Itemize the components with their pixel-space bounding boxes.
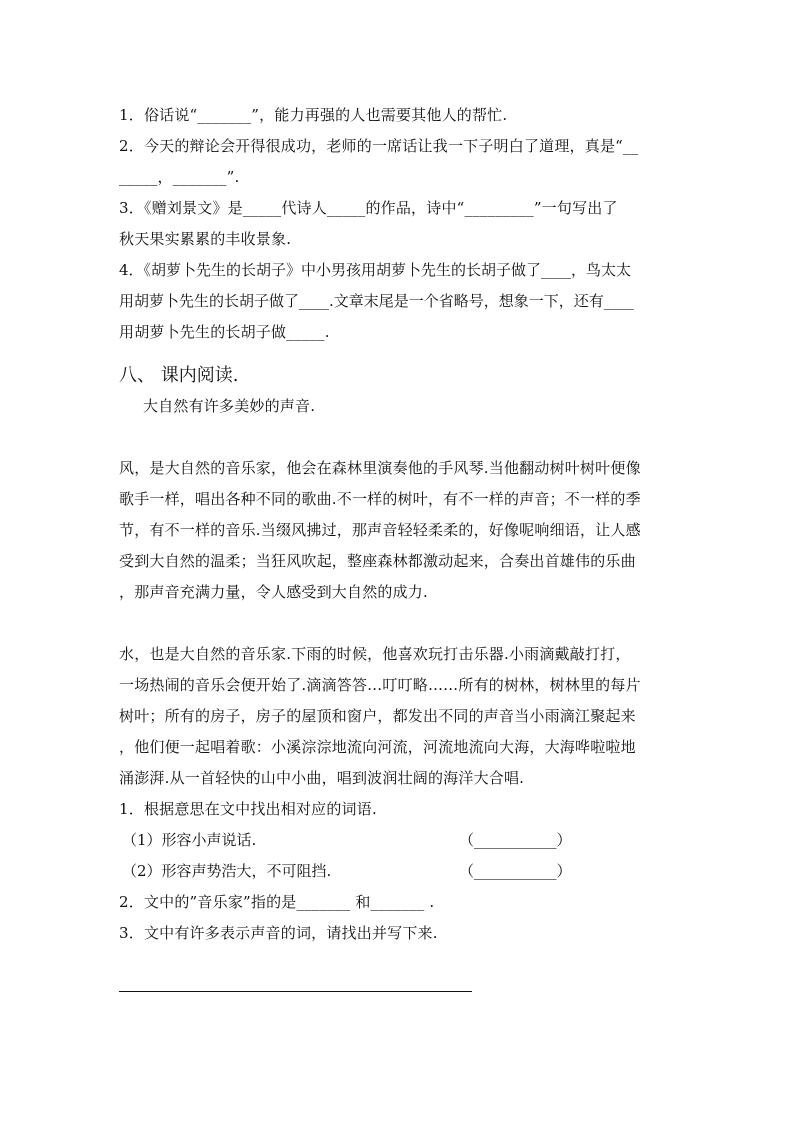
paragraph-gap: [119, 608, 675, 639]
passage-line: 风，是大自然的音乐家，他会在森林里演奏他的手风琴.当他翻动树叶树叶便像: [119, 459, 641, 477]
question-2-text-cont: _____，_______”.: [119, 168, 240, 186]
answer-blank[interactable]: （___________）: [459, 862, 572, 880]
sub-question-label: （2）形容声势浩大，不可阻挡.: [122, 862, 332, 880]
passage-line: 树叶；所有的房子，房子的屋顶和窗户，都发出不同的声音当小雨滴江聚起来: [119, 707, 636, 725]
paragraph-gap: [119, 422, 675, 453]
question-3-text: 3．《赠刘景文》是_____代诗人_____的作品，诗中“_________”一句写出了: [119, 199, 618, 217]
passage-line: 受到大自然的温柔；当狂风吹起，整座森林都激动起来，合奏出首雄伟的乐曲: [119, 552, 636, 570]
passage-line: 涌澎湃.从一首轻快的山中小曲，唱到波润壮阔的海洋大合唱.: [119, 769, 525, 787]
reading-question-1-sub-2: [119, 856, 675, 887]
passage-line: ，他们便一起唱着歌：小溪淙淙地流向河流，河流地流向大海，大海哗啦啦地: [119, 738, 636, 756]
section-heading: 八、 课内阅读.: [119, 365, 239, 386]
reading-question-2: 2．文中的”音乐家”指的是_______ 和_______ .: [119, 893, 435, 911]
passage-line: 歌手一样，唱出各种不同的歌曲.不一样的树叶，有不一样的声音；不一样的季: [119, 490, 641, 508]
question-2-text: 2．今天的辩论会开得很成功，老师的一席话让我一下子明白了道理，真是“__: [119, 137, 639, 155]
passage-paragraph-wind: [119, 453, 675, 608]
question-4-text-end: 用胡萝卜先生的长胡子做_____.: [119, 323, 330, 341]
sub-question-label: （1）形容小声说话.: [122, 831, 257, 849]
passage-line: ，那声音充满力量，令人感受到大自然的成力.: [119, 583, 428, 601]
passage-paragraph-water: [119, 639, 675, 794]
passage-line: 节，有不一样的音乐.当缀风拂过，那声音轻轻柔柔的，好像呢响细语，让人感: [119, 521, 641, 539]
reading-question-1-sub-1: [119, 825, 675, 856]
question-3-text-cont: 秋天果实累累的丰收景象.: [119, 230, 292, 248]
reading-question-3: 3．文中有许多表示声音的词，请找出并写下来.: [119, 924, 438, 942]
question-4-text-cont: 用胡萝卜先生的长胡子做了____.文章末尾是一个省略号，想象一下，还有____: [119, 292, 634, 310]
passage-intro: 大自然有许多美妙的声音.: [143, 397, 316, 415]
document-content: [119, 100, 675, 949]
answer-blank[interactable]: （___________）: [459, 831, 572, 849]
reading-question-1: 1．根据意思在文中找出相对应的词语.: [119, 800, 377, 818]
passage-line: 一场热闹的音乐会便开始了.滴滴答答…叮叮略……所有的树林，树林里的每片: [119, 676, 641, 694]
passage-line: 水，也是大自然的音乐家.下雨的时候，他喜欢玩打击乐器.小雨滴戴敲打打，: [119, 645, 631, 663]
answer-writing-line[interactable]: [119, 991, 472, 992]
question-1-text: 1．俗话说“_______”，能力再强的人也需要其他人的帮忙.: [119, 106, 508, 124]
question-4-text: 4．《胡萝卜先生的长胡子》中小男孩用胡萝卜先生的长胡子做了____，鸟太太: [119, 261, 632, 279]
